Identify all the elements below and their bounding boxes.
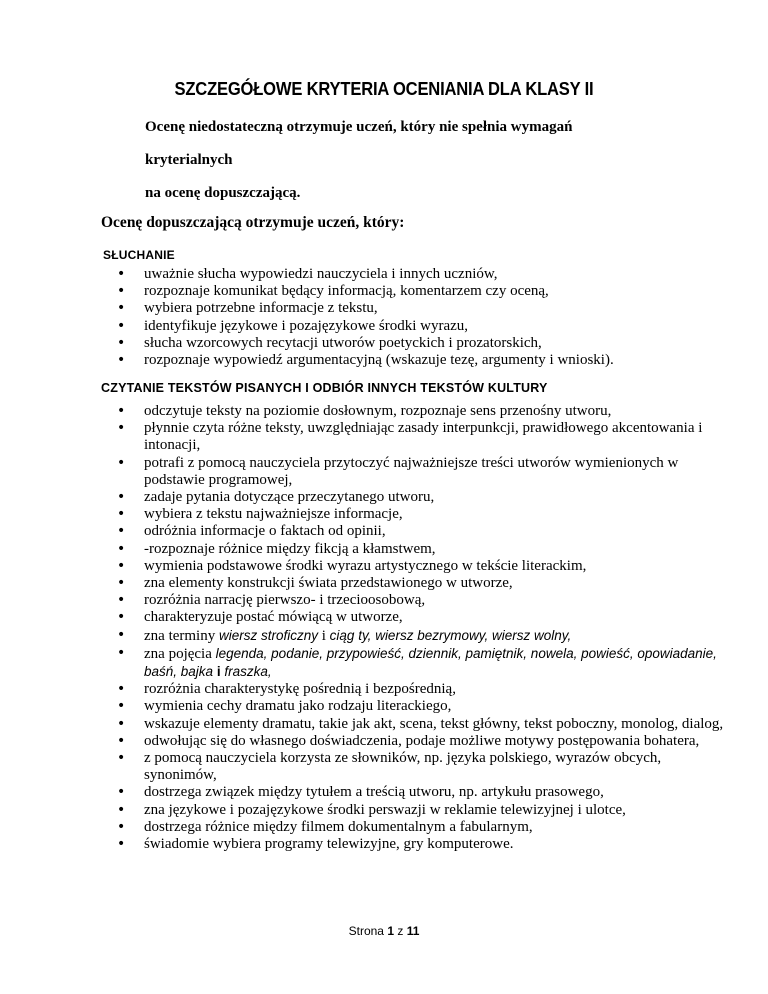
- list-item: • rozpoznaje wypowiedź argumentacyjną (wskazuje tezę, argumenty i wnioski).: [115, 352, 725, 369]
- list-item: • wybiera z tekstu najważniejsze informacje,: [115, 506, 725, 523]
- footer-current-page: 1: [387, 924, 394, 938]
- listening-list: [115, 266, 725, 369]
- list-item: • rozpoznaje komunikat będący informacją, komentarzem czy oceną,: [115, 283, 725, 300]
- heading-listening: SŁUCHANIE: [103, 248, 175, 262]
- list-item: • rozróżnia charakterystykę pośrednią i bezpośrednią,: [115, 681, 725, 698]
- list-item: • rozróżnia narrację pierwszo- i trzecioosobową,: [115, 592, 725, 609]
- concepts-list: legenda, podanie, przypowieść, dziennik, pamiętnik, nowela, powieść, opowiadanie, baśń, bajka: [144, 645, 717, 680]
- list-item: • płynnie czyta różne teksty, uwzględniając zasady interpunkcji, prawidłowego akcentowania i intonacji,: [115, 420, 725, 454]
- list-item-terms: [115, 627, 725, 645]
- list-item: • zna elementy konstrukcji świata przedstawionego w utworze,: [115, 575, 725, 592]
- terms-prefix: zna terminy: [144, 627, 219, 644]
- list-item: • z pomocą nauczyciela korzysta ze słowników, np. języka polskiego, wyrazów obcych, synonimów,: [115, 750, 725, 784]
- list-item: • wybiera potrzebne informacje z tekstu,: [115, 300, 725, 317]
- heading-reading: CZYTANIE TEKSTÓW PISANYCH I ODBIÓR INNYCH TEKSTÓW KULTURY: [101, 381, 548, 395]
- list-item: • dostrzega różnice między filmem dokumentalnym a fabularnym,: [115, 819, 725, 836]
- list-item: • odwołując się do własnego doświadczenia, podaje możliwe motywy postępowania bohatera,: [115, 733, 725, 750]
- concepts-conj: i: [213, 664, 225, 680]
- reading-list: [115, 403, 725, 853]
- term-text: wiersz stroficzny: [218, 627, 318, 643]
- list-item: • zadaje pytania dotyczące przeczytanego utworu,: [115, 489, 725, 506]
- list-item: • -rozpoznaje różnice między fikcją a kłamstwem,: [115, 541, 725, 558]
- list-item: • słucha wzorcowych recytacji utworów poetyckich i prozatorskich,: [115, 335, 725, 352]
- intro-line-2: kryterialnych: [145, 152, 233, 168]
- page-footer: [0, 924, 768, 938]
- concepts-prefix: zna pojęcia: [144, 645, 216, 662]
- intro-line-3: na ocenę dopuszczającą.: [145, 185, 301, 201]
- concepts-last: fraszka,: [224, 664, 272, 680]
- section-lead: Ocenę dopuszczającą otrzymuje uczeń, który:: [101, 214, 405, 231]
- list-item: • odczytuje teksty na poziomie dosłownym, rozpoznaje sens przenośny utworu,: [115, 403, 725, 420]
- list-item: • charakteryzuje postać mówiącą w utworze,: [115, 609, 725, 626]
- list-item: • identyfikuje językowe i pozajęzykowe środki wyrazu,: [115, 318, 725, 335]
- document-title: SZCZEGÓŁOWE KRYTERIA OCENIANIA DLA KLASY II: [174, 79, 594, 99]
- terms-conj: i: [318, 627, 330, 644]
- list-item: • świadomie wybiera programy telewizyjne, gry komputerowe.: [115, 836, 725, 853]
- list-item: • wymienia podstawowe środki wyrazu artystycznego w tekście literackim,: [115, 558, 725, 575]
- footer-total-pages: 11: [406, 924, 420, 938]
- list-item: • odróżnia informacje o faktach od opinii,: [115, 523, 725, 540]
- footer-label: Strona: [348, 924, 384, 938]
- list-item: • potrafi z pomocą nauczyciela przytoczyć najważniejsze treści utworów wymienionych w podstawie programowej,: [115, 455, 725, 489]
- term-text: ciąg ty, wiersz bezrymowy, wiersz wolny,: [329, 627, 572, 643]
- list-item: • uważnie słucha wypowiedzi nauczyciela i innych uczniów,: [115, 266, 725, 283]
- list-item: • wymienia cechy dramatu jako rodzaju literackiego,: [115, 698, 725, 715]
- footer-sep: z: [397, 924, 404, 938]
- intro-line-1: Ocenę niedostateczną otrzymuje uczeń, który nie spełnia wymagań: [145, 119, 573, 135]
- list-item: • wskazuje elementy dramatu, takie jak akt, scena, tekst główny, tekst poboczny, monolog, dialog,: [115, 716, 725, 733]
- list-item-concepts: [115, 645, 725, 681]
- list-item: • dostrzega związek między tytułem a treścią utworu, np. artykułu prasowego,: [115, 784, 725, 801]
- list-item: • zna językowe i pozajęzykowe środki perswazji w reklamie telewizyjnej i ulotce,: [115, 802, 725, 819]
